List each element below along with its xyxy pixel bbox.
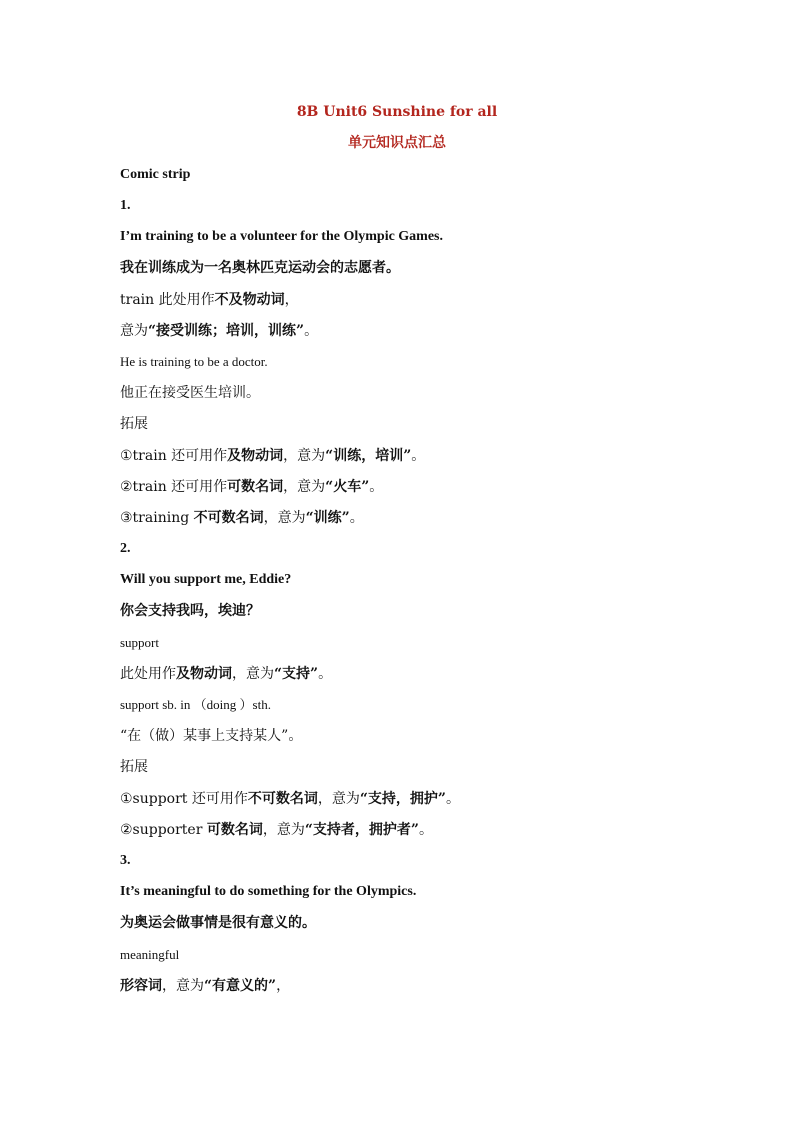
item1-ext2-term: 可数名词 [227,479,284,495]
item2-usage-meaning: “支持” [274,666,319,682]
item2-ext1-end: 。 [445,791,460,807]
item1-meaning-end: 。 [304,323,319,339]
item1-extension-2 [120,477,383,497]
item1-meaning-term: “接受训练；培训，训练” [148,323,305,339]
item1-example-translation: 他正在接受医生培训。 [120,385,260,401]
item1-ext3-text: ③training [120,510,194,526]
item2-extension-label: 拓展 [120,759,148,775]
item2-ext2-end: 。 [418,822,433,838]
item1-ext2-mid: ，意为 [283,479,326,495]
item2-ext1-mid: ，意为 [317,791,360,807]
item3-usage-term: 形容词 [120,978,162,994]
document-subtitle: 单元知识点汇总 [348,135,446,151]
item1-extension-label: 拓展 [120,416,148,432]
item1-ext3-term: 不可数名词 [193,510,264,526]
item1-note-term: 不及物动词 [214,292,285,308]
item1-note-text: train 此处用作 [120,292,215,308]
item1-ext1-meaning: “训练，培训” [325,448,412,464]
item1-ext2-end: 。 [369,479,384,495]
item2-phrase-translation: “在（做）某事上支持某人”。 [120,728,303,744]
item1-extension-3 [120,508,364,528]
item2-phrase: support sb. in （doing ）sth. [120,697,271,712]
item1-ext1-term: 及物动词 [227,448,284,464]
item1-translation: 我在训练成为一名奥林匹克运动会的志愿者。 [120,260,400,276]
item2-word: support [120,635,159,650]
item1-example: He is training to be a doctor. [120,354,268,369]
document-title: 8B Unit6 Sunshine for all [296,104,498,120]
item1-ext1-end: 。 [411,448,426,464]
item2-extension-1 [120,789,460,809]
item3-sentence: It’s meaningful to do something for the Olympics. [120,884,417,899]
item1-meaning [120,321,318,341]
item3-usage [120,976,290,996]
item2-ext2-meaning: “支持者，拥护者” [304,822,419,838]
item2-ext2-mid: ，意为 [262,822,305,838]
item3-usage-mid: ，意为 [162,978,204,994]
item-number-1: 1. [120,198,131,213]
item2-usage-text: 此处用作 [120,666,176,682]
item2-translation: 你会支持我吗，埃迪？ [120,603,260,619]
item1-ext2-meaning: “火车” [325,479,370,495]
item1-ext2-text: ②train 还可用作 [120,479,228,495]
section-heading-comic-strip: Comic strip [120,167,191,182]
item1-meaning-label: 意为 [120,323,148,339]
item2-extension-2 [120,820,433,840]
item3-translation: 为奥运会做事情是很有意义的。 [120,915,316,931]
item2-sentence: Will you support me, Eddie? [120,572,292,587]
item2-ext1-text: ①support 还可用作 [120,791,248,807]
item-number-3: 3. [120,853,131,868]
item2-ext1-term: 不可数名词 [247,791,318,807]
item3-usage-meaning: “有意义的” [204,978,277,994]
item2-ext2-term: 可数名词 [206,822,263,838]
item1-extension-1 [120,446,425,466]
item2-usage-mid: ，意为 [232,666,274,682]
item1-ext3-meaning: “训练” [305,510,350,526]
item3-usage-end: ， [276,978,291,994]
item1-ext1-mid: ，意为 [283,448,326,464]
item1-ext1-text: ①train 还可用作 [120,448,228,464]
item2-ext1-meaning: “支持，拥护” [359,791,446,807]
item-number-2: 2. [120,541,131,556]
item1-note [120,290,299,310]
item3-word: meaningful [120,947,180,962]
item1-sentence: I’m training to be a volunteer for the Olympic Games. [120,229,444,244]
item2-ext2-text: ②supporter [120,822,207,838]
item2-usage-term: 及物动词 [176,666,232,682]
item1-ext3-mid: ，意为 [263,510,306,526]
item1-note-end: ， [284,292,299,308]
item2-usage-end: 。 [318,666,333,682]
item1-ext3-end: 。 [349,510,364,526]
item2-usage [120,664,332,684]
